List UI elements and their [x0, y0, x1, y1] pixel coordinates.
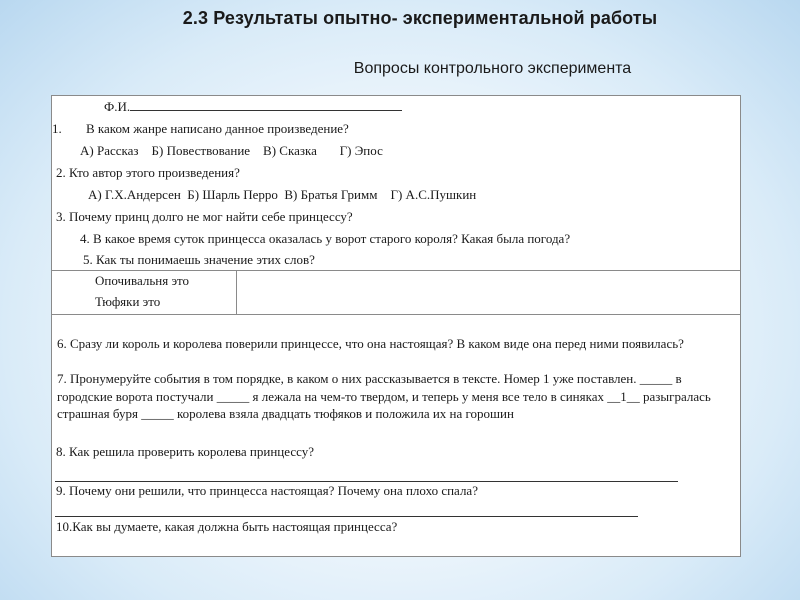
- q1-text: В каком жанре написано данное произведение?: [86, 121, 349, 136]
- word-tyufyaki: Тюфяки это: [95, 294, 161, 309]
- q1-number: 1.: [52, 121, 62, 136]
- page-subtitle: Вопросы контрольного эксперимента: [353, 60, 632, 77]
- question-7: 7. Пронумеруйте события в том порядке, в каком о них рассказывается в тексте. Номер 1 уже поставлен. _____ в городские ворота постучали _____ я лежала на чем-то твердом, и теперь у меня все тело в синяках __1__ разыгралась страшная буря _____ королева взяла двадцать тюфяков и положила их на горошин: [57, 371, 711, 421]
- question-10: 10.Как вы думаете, какая должна быть настоящая принцесса?: [56, 519, 398, 534]
- question-6: 6. Сразу ли король и королева поверили принцессе, что она настоящая? В каком виде она перед ними появилась?: [57, 336, 684, 351]
- fio-label: Ф.И.: [104, 99, 131, 114]
- question-1: [52, 118, 349, 140]
- question-8: 8. Как решила проверить королева принцессу?: [56, 444, 314, 459]
- q9-answer-line[interactable]: [55, 516, 638, 517]
- worksheet-document: [51, 95, 741, 557]
- question-9: 9. Почему они решили, что принцесса настоящая? Почему она плохо спала?: [56, 483, 478, 498]
- q2-options: А) Г.Х.Андерсен Б) Шарль Перро В) Братья Гримм Г) А.С.Пушкин: [88, 187, 477, 202]
- page-title: 2.3 Результаты опытно- экспериментальной работы: [182, 8, 658, 28]
- q1-options: А) Рассказ Б) Повествование В) Сказка Г) Эпос: [80, 143, 383, 158]
- fio-blank[interactable]: [130, 96, 402, 111]
- question-3: 3. Почему принц долго не мог найти себе принцессу?: [56, 209, 353, 224]
- question-5: 5. Как ты понимаешь значение этих слов?: [83, 252, 315, 267]
- question-2: 2. Кто автор этого произведения?: [56, 165, 240, 180]
- fio-line: [104, 96, 402, 118]
- table-bottom-border: [52, 314, 740, 315]
- question-4: 4. В какое время суток принцесса оказалась у ворот старого короля? Какая была погода?: [80, 231, 571, 246]
- table-column-divider: [236, 270, 237, 314]
- word-opochivalnya: Опочивальня это: [95, 273, 190, 288]
